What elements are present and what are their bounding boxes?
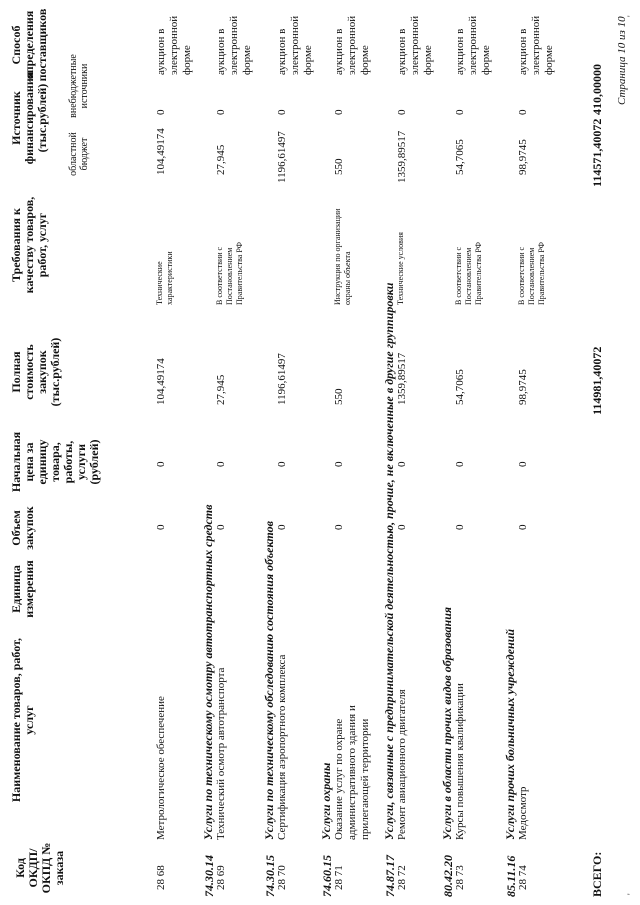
- row-name: Технический осмотр автотранспорта: [215, 667, 227, 840]
- row-volume: 0: [215, 524, 227, 530]
- row-regional: 550: [333, 158, 345, 175]
- header-full-cost: Полная стоимость закупок (тыс.рублей): [9, 337, 62, 407]
- category-code: 85.11.16: [504, 855, 518, 897]
- row-name: Сертификация аэропортного комплекса: [276, 654, 288, 840]
- row-req: В соответствии с Постановлением Правительства РФ: [517, 242, 546, 305]
- row-price: 0: [276, 461, 288, 467]
- row-extra: 0: [276, 109, 288, 115]
- row-name: Медосмотр: [517, 786, 529, 840]
- row-code: 28 70: [276, 865, 288, 890]
- row-full: 550: [333, 388, 345, 405]
- row-name: Курсы повышения квалификации: [454, 683, 466, 840]
- row-full: 1359,89517: [396, 352, 408, 405]
- category-code: 74.30.15: [263, 855, 277, 897]
- header-finance: Источник финансирования (тыс.рублей): [9, 71, 49, 165]
- totals-full: 114981,40072: [590, 346, 604, 415]
- category-code: 74.60.15: [320, 855, 334, 897]
- header-start-price: Начальная цена за единицу товара, работы, услуги (рублей): [9, 431, 101, 493]
- totals-label: ВСЕГО:: [590, 851, 604, 897]
- category-code: 74.30.14: [202, 855, 216, 897]
- row-name: Оказание услуг по охране административного здания и прилегающей территории: [333, 705, 371, 840]
- row-code: 28 68: [155, 865, 167, 890]
- row-method: аукцион в электронной форме: [276, 15, 314, 75]
- totals-extra: 410,00000: [590, 64, 604, 115]
- row-regional: 1196,61497: [276, 131, 288, 183]
- row-volume: 0: [517, 524, 529, 530]
- row-regional: 104,49174: [155, 128, 167, 175]
- row-extra: 0: [155, 109, 167, 115]
- row-method: аукцион в электронной форме: [517, 15, 555, 75]
- row-req: В соответствии с Постановлением Правительства РФ: [215, 242, 244, 305]
- row-code: 28 73: [454, 865, 466, 890]
- row-full: 27,945: [215, 374, 227, 405]
- row-method: аукцион в электронной форме: [396, 15, 434, 75]
- row-method: аукцион в электронной форме: [215, 15, 253, 75]
- row-code: 28 74: [517, 865, 529, 890]
- row-req: Инструкция по организации охраны объекта: [333, 208, 352, 305]
- category-title: Услуги по техническому осмотру автотранспортных средств: [201, 504, 215, 840]
- header-requirements: Требования к качеству товаров, работ, услуг: [9, 196, 49, 294]
- row-regional: 27,945: [215, 144, 227, 175]
- totals-regional: 114571,40072: [590, 118, 604, 187]
- row-method: аукцион в электронной форме: [454, 15, 492, 75]
- row-price: 0: [215, 461, 227, 467]
- page-number: Страница 10 из 10: [616, 16, 628, 105]
- row-price: 0: [517, 461, 529, 467]
- category-title: Услуги охраны: [319, 762, 333, 840]
- row-volume: 0: [276, 524, 288, 530]
- header-method: Способ определения поставщиков: [9, 8, 49, 82]
- header-name: Наименование товаров, работ, услуг: [9, 637, 36, 803]
- row-regional: 98,9745: [517, 139, 529, 175]
- row-full: 54,7065: [454, 369, 466, 405]
- row-price: 0: [333, 461, 345, 467]
- margin-mark-bottom: ': [626, 893, 636, 895]
- row-name: Ремонт авиационного двигателя: [396, 689, 408, 840]
- row-full: 1196,61497: [276, 353, 288, 405]
- row-req: Технические характеристики: [155, 251, 174, 305]
- category-code: 80.42.20: [441, 855, 455, 897]
- category-title: Услуги, связанные с предпринимательской деятельностью, прочие, не включенные в другие группировки: [382, 282, 396, 840]
- row-method: аукцион в электронной форме: [333, 15, 371, 75]
- row-volume: 0: [396, 524, 408, 530]
- category-code: 74.87.17: [383, 855, 397, 897]
- row-extra: 0: [517, 109, 529, 115]
- row-code: 28 71: [333, 865, 345, 890]
- row-full: 104,49174: [155, 358, 167, 405]
- header-finance-regional: областной бюджет: [68, 132, 90, 176]
- category-title: Услуги в области прочих видов образования: [440, 606, 454, 840]
- row-method: аукцион в электронной форме: [155, 15, 193, 75]
- row-price: 0: [155, 461, 167, 467]
- category-title: Услуги по техническому обследованию состояния объектов: [262, 521, 276, 840]
- row-regional: 1359,89517: [396, 130, 408, 183]
- row-volume: 0: [333, 524, 345, 530]
- header-unit: Единица измерения: [9, 560, 36, 618]
- header-volume: Объем закупок: [9, 506, 36, 550]
- row-extra: 0: [215, 109, 227, 115]
- row-full: 98,9745: [517, 369, 529, 405]
- row-code: 28 69: [215, 865, 227, 890]
- margin-mark-top: ': [626, 15, 636, 17]
- row-volume: 0: [454, 524, 466, 530]
- header-code: Код ОКДП/ ОКПД № заказа: [13, 842, 66, 894]
- row-regional: 54,7065: [454, 139, 466, 175]
- row-extra: 0: [454, 109, 466, 115]
- row-extra: 0: [333, 109, 345, 115]
- row-req: Технические условия: [396, 232, 405, 305]
- row-name: Метрологическое обеспечение: [155, 696, 167, 840]
- row-code: 28 72: [396, 865, 408, 890]
- header-finance-extra: внебюджетные источники: [68, 54, 90, 118]
- row-extra: 0: [396, 109, 408, 115]
- row-volume: 0: [155, 524, 167, 530]
- row-req: В соответствии с Постановлением Правительства РФ: [454, 242, 483, 305]
- category-title: Услуги прочих больничных учреждений: [503, 628, 517, 840]
- row-price: 0: [454, 461, 466, 467]
- row-price: 0: [396, 461, 408, 467]
